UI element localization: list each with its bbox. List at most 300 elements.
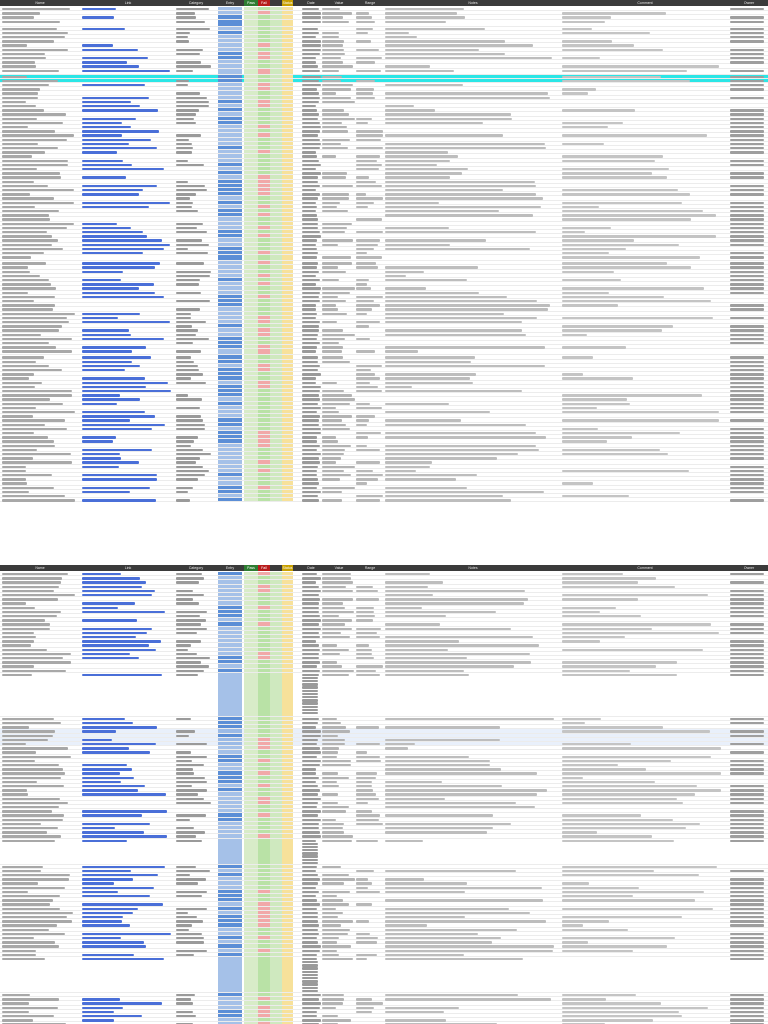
fail-cell <box>258 469 270 472</box>
fail-cell <box>258 873 270 876</box>
range-cell <box>356 461 380 463</box>
column-header[interactable]: Value <box>334 1 344 5</box>
status-cell <box>282 886 293 889</box>
notes-cell <box>385 244 450 246</box>
value-cell <box>322 924 341 926</box>
status-cell <box>282 196 293 199</box>
status-cell <box>282 746 293 749</box>
date-cell <box>302 329 319 331</box>
row-link <box>82 781 121 783</box>
date-cell <box>302 118 318 120</box>
count-cell <box>270 226 282 229</box>
comment-cell <box>562 819 673 821</box>
column-header[interactable]: Link <box>124 566 132 570</box>
owner-cell <box>730 895 764 897</box>
count-cell <box>270 460 282 463</box>
status-cell <box>282 11 293 14</box>
table-row[interactable] <box>0 673 768 717</box>
table-row[interactable] <box>0 498 768 502</box>
status-cell <box>282 725 293 728</box>
pass-cell <box>244 261 258 264</box>
count-cell <box>270 746 282 749</box>
owner-cell <box>730 457 764 459</box>
range-cell <box>356 206 368 208</box>
entry-cell <box>218 1001 242 1004</box>
owner-cell <box>730 478 764 480</box>
owner-cell <box>730 57 764 59</box>
column-header[interactable]: Range <box>364 1 376 5</box>
count-cell <box>270 448 282 451</box>
count-cell <box>270 894 282 897</box>
count-cell <box>270 150 282 153</box>
column-header[interactable]: Name <box>35 1 45 5</box>
date-cell <box>302 840 316 842</box>
status-cell <box>282 648 293 651</box>
fail-cell <box>258 150 270 153</box>
value-cell <box>322 607 345 609</box>
row-link <box>82 398 140 400</box>
count-cell <box>270 444 282 447</box>
status-cell <box>282 117 293 120</box>
row-category <box>176 262 204 264</box>
fail-cell <box>258 734 270 737</box>
notes-cell <box>385 899 543 901</box>
row-category <box>176 407 200 409</box>
count-cell <box>270 643 282 646</box>
column-header[interactable]: Category <box>188 1 204 5</box>
comment-cell <box>562 1011 679 1013</box>
row-category <box>176 764 204 766</box>
fail-cell <box>258 597 270 600</box>
date-cell <box>302 696 318 698</box>
row-link <box>82 461 139 463</box>
range-cell <box>356 231 383 233</box>
date-cell <box>302 916 318 918</box>
status-cell <box>282 56 293 59</box>
entry-cell <box>218 402 242 405</box>
table-row[interactable] <box>0 957 768 993</box>
notes-cell <box>385 411 490 413</box>
row-link <box>82 176 126 178</box>
owner-cell <box>730 819 764 821</box>
column-header[interactable]: Entry <box>225 566 235 570</box>
pass-cell <box>244 597 258 600</box>
comment-cell <box>562 266 691 268</box>
row-link <box>82 878 133 880</box>
notes-cell <box>385 28 485 30</box>
row-category <box>176 619 206 621</box>
row-link <box>82 16 114 18</box>
comment-cell <box>562 271 614 273</box>
entry-cell <box>218 585 242 588</box>
entry-cell <box>218 385 242 388</box>
status-cell <box>282 188 293 191</box>
entry-cell <box>218 431 242 434</box>
count-cell <box>270 423 282 426</box>
entry-cell <box>218 188 242 191</box>
entry-cell <box>218 784 242 787</box>
owner-cell <box>730 751 764 753</box>
status-cell <box>282 664 293 667</box>
status-cell <box>282 639 293 642</box>
value-cell <box>322 1015 338 1017</box>
row-label <box>2 920 72 922</box>
notes-cell <box>385 756 469 758</box>
comment-cell <box>562 143 604 145</box>
owner-cell <box>730 193 764 195</box>
row-category <box>176 134 201 136</box>
pass-cell <box>244 643 258 646</box>
value-cell <box>322 445 351 447</box>
count-cell <box>270 154 282 157</box>
entry-cell <box>218 20 242 26</box>
pass-cell <box>244 932 258 935</box>
count-cell <box>270 907 282 910</box>
row-label <box>2 105 36 107</box>
owner-cell <box>730 768 764 770</box>
value-cell <box>322 735 338 737</box>
row-label <box>2 950 36 952</box>
fail-cell <box>258 121 270 124</box>
row-label <box>2 628 50 630</box>
date-cell <box>302 581 316 583</box>
owner-cell <box>730 657 764 659</box>
entry-cell <box>218 886 242 889</box>
row-link <box>82 134 122 136</box>
row-link <box>82 292 155 294</box>
row-category <box>176 802 211 804</box>
owner-cell <box>730 916 764 918</box>
owner-cell <box>730 887 764 889</box>
owner-cell <box>730 814 764 816</box>
range-cell <box>356 202 374 204</box>
row-label <box>2 223 74 225</box>
fail-cell <box>258 652 270 655</box>
value-cell <box>322 661 337 663</box>
status-cell <box>282 869 293 872</box>
status-cell <box>282 87 293 90</box>
row-category <box>176 101 209 103</box>
count-cell <box>270 805 282 808</box>
row-label <box>2 632 34 634</box>
fail-cell <box>258 213 270 216</box>
owner-cell <box>730 670 764 672</box>
status-cell <box>282 949 293 952</box>
date-cell <box>302 155 317 157</box>
count-cell <box>270 121 282 124</box>
status-cell <box>282 738 293 741</box>
entry-cell <box>218 949 242 952</box>
range-cell <box>356 1002 383 1004</box>
row-category <box>176 321 206 323</box>
column-header[interactable]: Status <box>282 1 293 5</box>
row-label <box>2 304 55 306</box>
fail-cell <box>258 481 270 484</box>
owner-cell <box>730 793 764 795</box>
comment-cell <box>562 449 660 451</box>
status-cell <box>282 299 293 302</box>
row-label <box>2 308 53 310</box>
row-label <box>2 256 31 258</box>
column-header[interactable]: Date <box>307 566 315 570</box>
count-cell <box>270 940 282 943</box>
owner-cell <box>730 382 764 384</box>
fail-cell <box>258 7 270 10</box>
range-cell <box>356 1007 374 1009</box>
date-cell <box>302 373 321 375</box>
comment-cell <box>562 28 592 30</box>
entry-cell <box>218 572 242 575</box>
entry-cell <box>218 953 242 956</box>
row-label <box>2 602 26 604</box>
row-label <box>2 453 71 455</box>
table-row[interactable] <box>0 20 768 27</box>
column-header[interactable]: Fail <box>258 0 270 6</box>
row-label <box>2 735 53 737</box>
notes-cell <box>385 878 424 880</box>
entry-cell <box>218 180 242 183</box>
pass-cell <box>244 142 258 145</box>
date-cell <box>302 275 316 277</box>
date-cell <box>302 377 316 379</box>
comment-cell <box>562 32 650 34</box>
entry-cell <box>218 238 242 241</box>
date-cell <box>302 53 320 55</box>
count-cell <box>270 652 282 655</box>
column-header[interactable]: Entry <box>225 1 235 5</box>
row-link <box>82 908 138 910</box>
fail-cell <box>258 606 270 609</box>
pass-cell <box>244 7 258 10</box>
status-cell <box>282 669 293 672</box>
comment-cell <box>562 768 646 770</box>
row-label <box>2 369 62 371</box>
comment-cell <box>562 214 716 216</box>
value-cell <box>322 21 349 23</box>
fail-cell <box>258 83 270 86</box>
comment-cell <box>562 218 691 220</box>
row-label <box>2 878 69 880</box>
row-label <box>2 945 59 947</box>
fail-cell <box>258 328 270 331</box>
row-label <box>2 895 60 897</box>
entry-cell <box>218 648 242 651</box>
owner-cell <box>730 172 764 174</box>
date-cell <box>302 143 321 145</box>
date-cell <box>302 287 321 289</box>
column-header[interactable]: Notes <box>468 566 478 570</box>
owner-cell <box>730 244 764 246</box>
range-cell <box>356 168 379 170</box>
date-cell <box>302 134 318 136</box>
column-header[interactable]: Name <box>35 566 45 570</box>
owner-cell <box>730 870 764 872</box>
date-cell <box>302 12 321 14</box>
notes-cell <box>385 12 457 14</box>
row-category <box>176 895 202 897</box>
row-label <box>2 139 67 141</box>
pass-cell <box>244 217 258 220</box>
notes-cell <box>385 436 546 438</box>
row-category <box>176 640 201 642</box>
range-cell <box>356 373 375 375</box>
date-cell <box>302 97 320 99</box>
date-cell <box>302 835 321 837</box>
count-cell <box>270 209 282 212</box>
status-cell <box>282 894 293 897</box>
row-label <box>2 916 67 918</box>
column-header[interactable]: Notes <box>468 1 478 5</box>
row-category <box>176 835 196 837</box>
column-header[interactable]: Category <box>188 566 204 570</box>
row-link <box>82 202 170 204</box>
pass-cell <box>244 414 258 417</box>
row-label <box>2 994 30 996</box>
value-cell <box>322 40 344 42</box>
row-label <box>2 252 44 254</box>
comment-cell <box>562 882 589 884</box>
value-cell <box>322 933 348 935</box>
count-cell <box>270 381 282 384</box>
pass-cell <box>244 435 258 438</box>
entry-cell <box>218 813 242 816</box>
range-cell <box>356 304 380 306</box>
value-cell <box>322 756 337 758</box>
column-header[interactable]: Range <box>364 566 376 570</box>
pass-cell <box>244 307 258 310</box>
range-cell <box>356 61 375 63</box>
date-cell <box>302 827 319 829</box>
status-cell <box>282 953 293 956</box>
row-category <box>176 831 205 833</box>
status-cell <box>282 423 293 426</box>
date-cell <box>302 785 318 787</box>
notes-cell <box>385 747 408 749</box>
row-link <box>82 912 133 914</box>
entry-cell <box>218 498 242 501</box>
pass-cell <box>244 456 258 459</box>
notes-cell <box>385 611 496 613</box>
column-header[interactable]: Link <box>124 1 132 5</box>
column-header[interactable]: Comment <box>637 1 653 5</box>
date-cell <box>302 126 321 128</box>
column-header[interactable]: Pass <box>244 0 258 6</box>
pass-cell <box>244 60 258 63</box>
date-cell <box>302 105 316 107</box>
row-label <box>2 329 59 331</box>
entry-cell <box>218 96 242 99</box>
row-link <box>82 266 155 268</box>
date-cell <box>302 334 318 336</box>
value-cell <box>322 84 353 86</box>
row-label <box>2 649 47 651</box>
range-cell <box>356 814 380 816</box>
row-label <box>2 40 54 42</box>
date-cell <box>302 482 319 484</box>
owner-cell <box>730 176 764 178</box>
row-category <box>176 80 189 82</box>
table-row[interactable] <box>0 839 768 865</box>
pass-cell <box>244 593 258 596</box>
notes-cell <box>385 594 433 596</box>
fail-cell <box>258 1010 270 1013</box>
notes-cell <box>385 640 459 642</box>
owner-cell <box>730 16 764 18</box>
column-header[interactable]: Fail <box>258 565 270 571</box>
column-header[interactable]: Pass <box>244 565 258 571</box>
column-header[interactable]: Date <box>307 1 315 5</box>
count-cell <box>270 389 282 392</box>
row-category <box>176 924 192 926</box>
row-link <box>82 586 142 588</box>
pass-cell <box>244 341 258 344</box>
fail-cell <box>258 222 270 225</box>
date-cell <box>302 908 317 910</box>
comment-cell <box>562 470 689 472</box>
fail-cell <box>258 291 270 294</box>
status-cell <box>282 477 293 480</box>
entry-cell <box>218 822 242 825</box>
row-category <box>176 950 207 952</box>
count-cell <box>270 631 282 634</box>
status-cell <box>282 389 293 392</box>
range-cell <box>356 16 372 18</box>
entry-cell <box>218 381 242 384</box>
comment-cell <box>562 122 623 124</box>
column-header[interactable]: Comment <box>637 566 653 570</box>
row-label <box>2 611 61 613</box>
notes-cell <box>385 739 500 741</box>
column-header[interactable]: Owner <box>743 566 755 570</box>
date-cell <box>302 61 316 63</box>
fail-cell <box>258 299 270 302</box>
status-cell <box>282 376 293 379</box>
entry-cell <box>218 234 242 237</box>
pass-cell <box>244 940 258 943</box>
count-cell <box>270 376 282 379</box>
row-category <box>176 594 204 596</box>
status-cell <box>282 643 293 646</box>
count-cell <box>270 797 282 800</box>
fail-cell <box>258 406 270 409</box>
comment-cell <box>562 440 607 442</box>
status-cell <box>282 209 293 212</box>
value-cell <box>322 92 336 94</box>
notes-cell <box>385 499 511 501</box>
fail-cell <box>258 35 270 38</box>
date-cell <box>302 644 319 646</box>
range-cell <box>356 176 369 178</box>
row-label <box>2 317 67 319</box>
owner-cell <box>730 49 764 51</box>
status-cell <box>282 39 293 42</box>
owner-cell <box>730 84 764 86</box>
notes-cell <box>385 798 445 800</box>
notes-cell <box>385 937 501 939</box>
column-header[interactable]: Status <box>282 566 293 570</box>
value-cell <box>322 772 338 774</box>
date-cell <box>302 361 318 363</box>
fail-cell <box>258 452 270 455</box>
notes-cell <box>385 373 476 375</box>
fail-cell <box>258 498 270 501</box>
column-header[interactable]: Owner <box>743 1 755 5</box>
column-header[interactable]: Value <box>334 566 344 570</box>
count-cell <box>270 928 282 931</box>
date-cell <box>302 296 319 298</box>
notes-cell <box>385 8 464 10</box>
fail-cell <box>258 1006 270 1009</box>
